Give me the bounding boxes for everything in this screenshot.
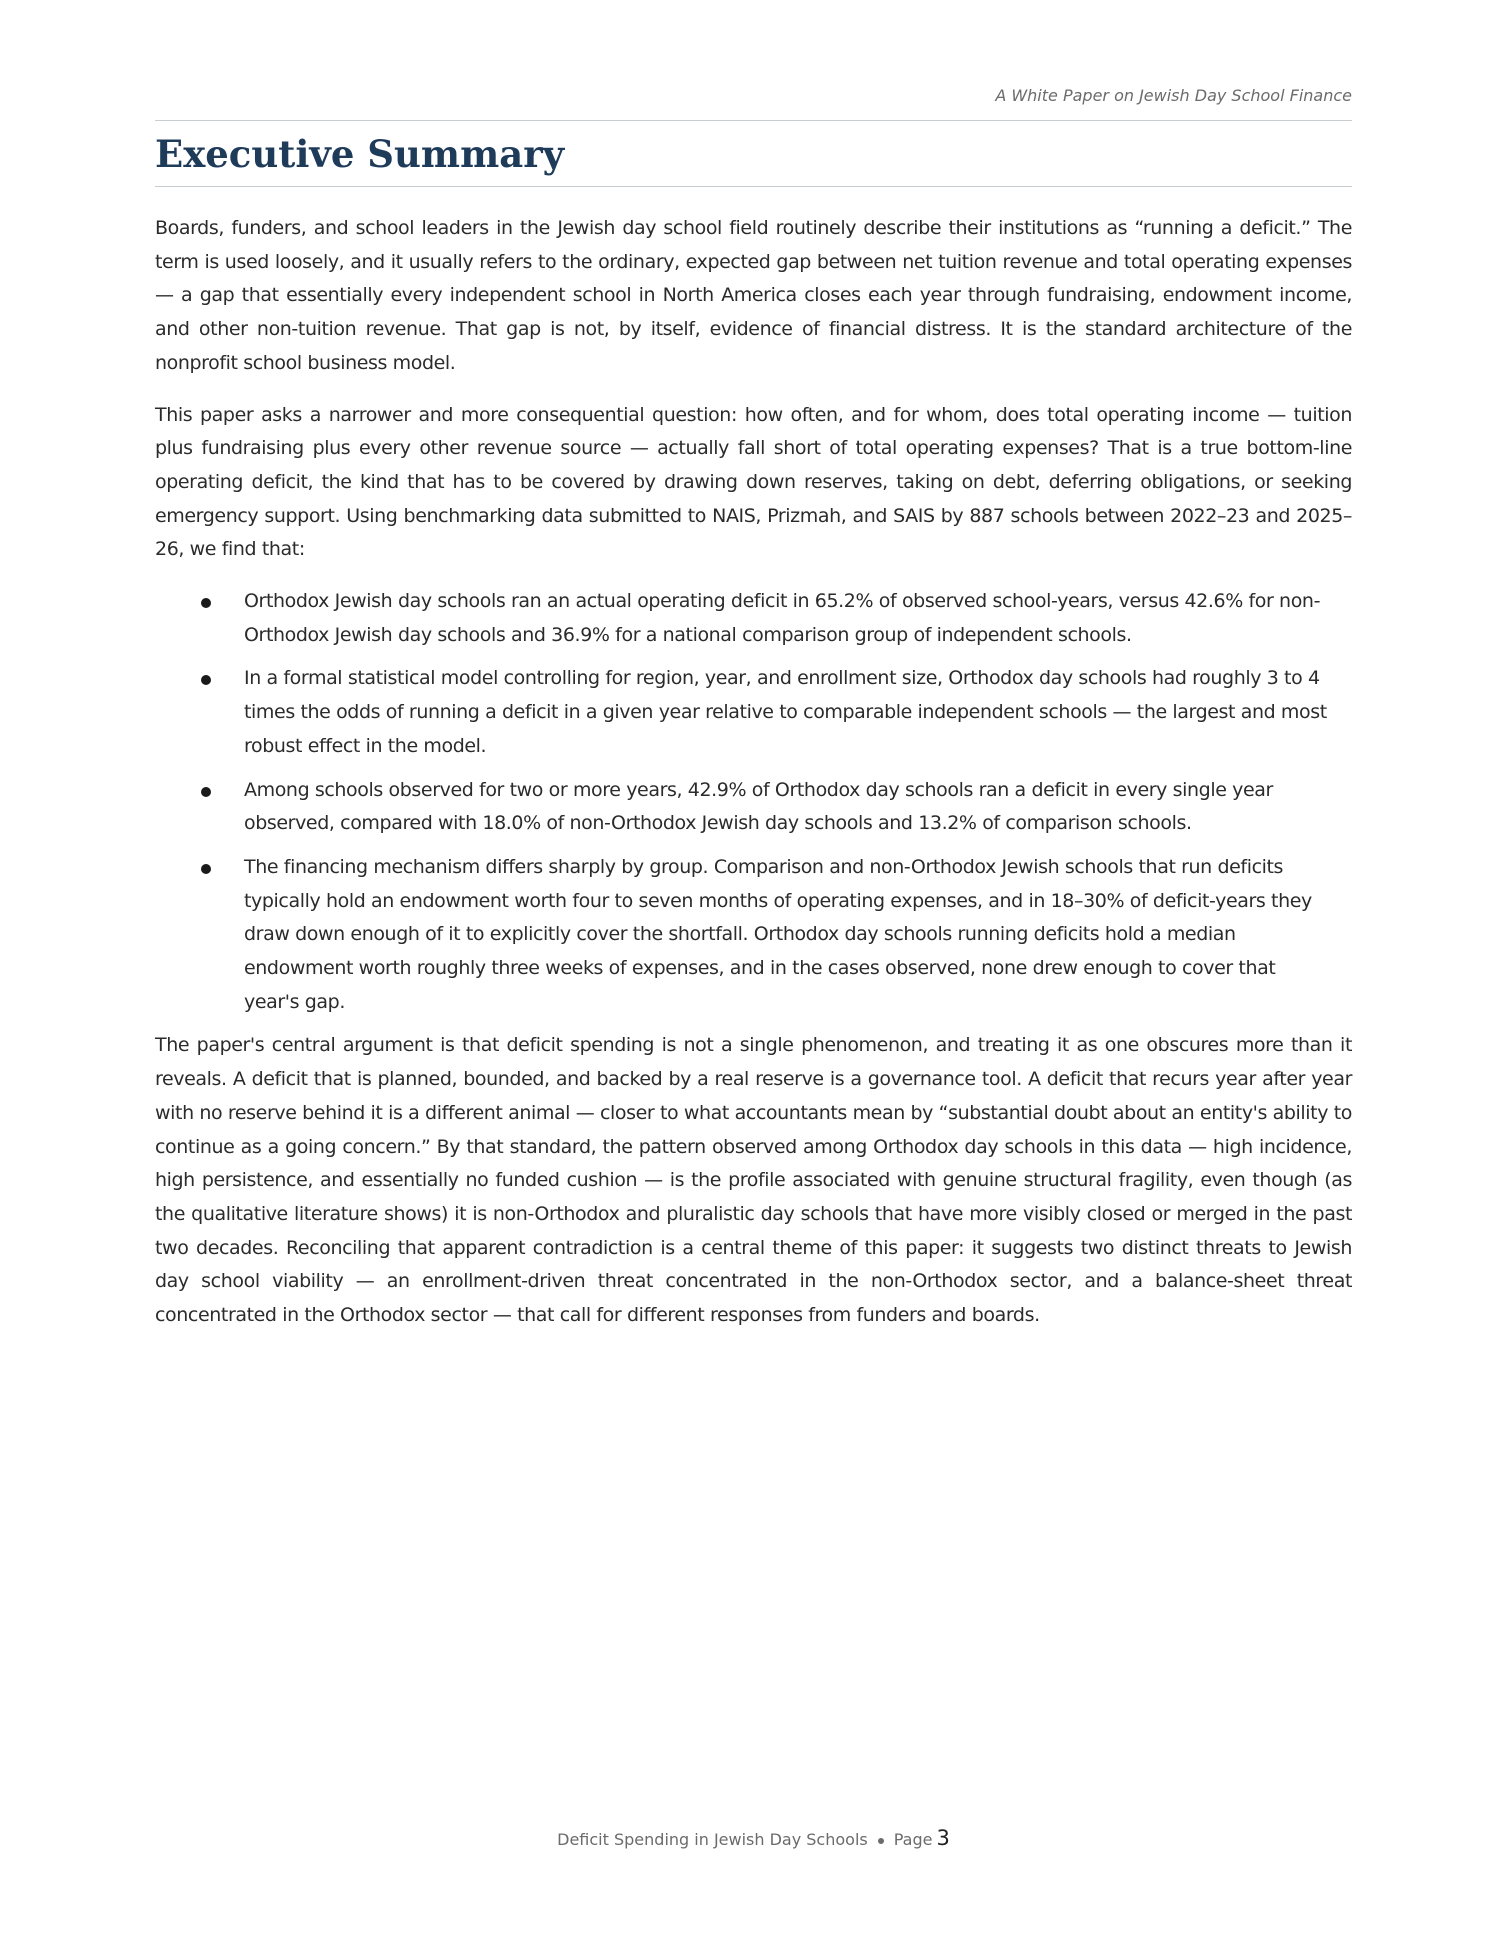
- title-divider: [155, 186, 1352, 187]
- bullet-icon: [201, 864, 211, 874]
- finding-item: [155, 851, 1352, 1020]
- finding-item: [155, 774, 1352, 841]
- body-text: [155, 212, 1352, 1351]
- bullet-icon: [201, 598, 211, 608]
- footer-page-number: 3: [936, 1826, 950, 1850]
- bullet-icon: [201, 675, 211, 685]
- findings-list: [155, 585, 1352, 1019]
- finding-text: Among schools observed for two or more years, 42.9% of Orthodox day schools ran a deficit in every single year observed, compared with 18.0% of non-Orthodox Jewish day schools and 13.2% of comparison schools.: [244, 778, 1273, 835]
- paragraph-intro: Boards, funders, and school leaders in the Jewish day school field routinely describe their institutions as “running a deficit.” The term is used loosely, and it usually refers to the ordinary, expected gap between net tuition revenue and total operating expenses — a gap that essentially every independent school in North America closes each year through fundraising, endowment income, and other non-tuition revenue. That gap is not, by itself, evidence of financial distress. It is the standard architecture of the nonprofit school business model.: [155, 217, 1352, 374]
- header-divider: [155, 120, 1352, 121]
- paragraph-argument: The paper's central argument is that deficit spending is not a single phenomenon, and treating it as one obscures more than it reveals. A deficit that is planned, bounded, and backed by a real reserve is a governance tool. A deficit that recurs year after year with no reserve behind it is a different animal — closer to what accountants mean by “substantial doubt about an entity's ability to continue as a going concern.” By that standard, the pattern observed among Orthodox day schools in this data — high incidence, high persistence, and essentially no funded cushion — is the profile associated with genuine structural fragility, even though (as the qualitative literature shows) it is non-Orthodox and pluralistic day schools that have more visibly closed or merged in the past two decades. Reconciling that apparent contradiction is a central theme of this paper: it suggests two distinct threats to Jewish day school viability — an enrollment-driven threat concentrated in the non-Orthodox sector, and a balance-sheet threat concentrated in the Orthodox sector — that call for different responses from funders and boards.: [155, 1034, 1352, 1327]
- document-page: [155, 0, 1352, 1941]
- finding-item: [155, 662, 1352, 763]
- page-footer: [155, 1826, 1352, 1850]
- footer-page-label: Page: [893, 1830, 933, 1849]
- finding-text: The financing mechanism differs sharply by group. Comparison and non-Orthodox Jewish schools that run deficits typically hold an endowment worth four to seven months of operating expenses, and in 18–30% of deficit-years they draw down enough of it to explicitly cover the shortfall. Orthodox day schools running deficits hold a median endowment worth roughly three weeks of expenses, and in the cases observed, none drew enough to cover that year's gap.: [244, 855, 1312, 1013]
- finding-text: In a formal statistical model controlling for region, year, and enrollment size, Orthodox day schools had roughly 3 to 4 times the odds of running a deficit in a given year relative to comparable independent schools — the largest and most robust effect in the model.: [244, 667, 1327, 757]
- paragraph-question: This paper asks a narrower and more consequential question: how often, and for whom, does total operating income — tuition plus fundraising plus every other revenue source — actually fall short of total operating expenses? That is a true bottom-line operating deficit, the kind that has to be covered by drawing down reserves, taking on debt, deferring obligations, or seeking emergency support. Using benchmarking data submitted to NAIS, Prizmah, and SAIS by 887 schools between 2022–23 and 2025–26, we find that:: [155, 403, 1352, 561]
- footer-document-title: Deficit Spending in Jewish Day Schools: [557, 1830, 868, 1849]
- finding-item: [155, 585, 1352, 652]
- bullet-separator-icon: [878, 1838, 884, 1844]
- bullet-icon: [201, 787, 211, 797]
- section-title: Executive Summary: [155, 132, 565, 176]
- running-header: A White Paper on Jewish Day School Finance: [995, 86, 1352, 105]
- finding-text: Orthodox Jewish day schools ran an actual operating deficit in 65.2% of observed school-years, versus 42.6% for non-Orthodox Jewish day schools and 36.9% for a national comparison group of independent schools.: [244, 590, 1321, 646]
